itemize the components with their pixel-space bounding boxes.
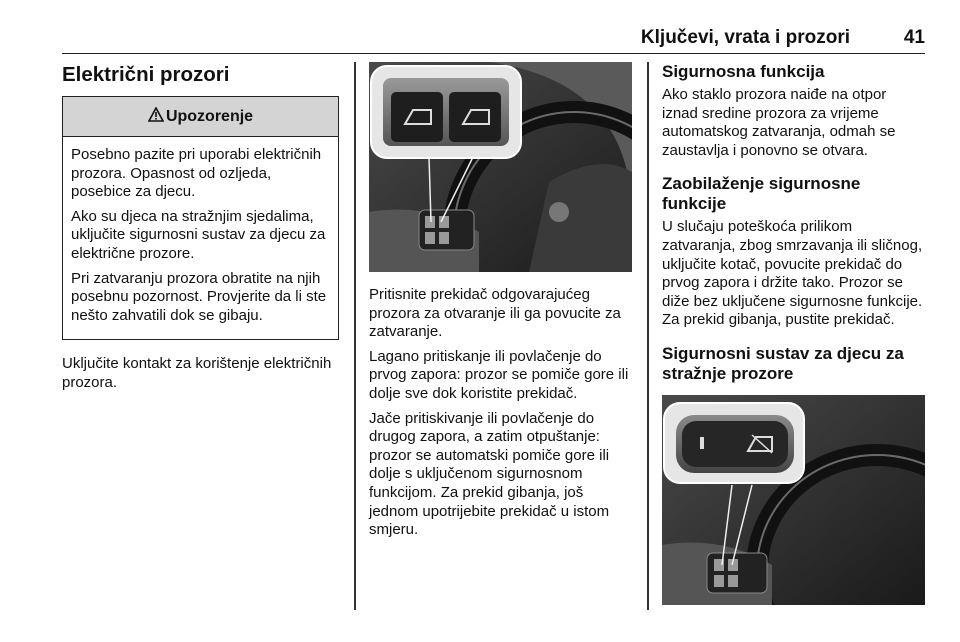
body-text: Ako staklo prozora naiđe na otpor iznad sredine prozora za vrijeme automatskog zatvaranja, odmah se zaustavlja i ponovno se otvara. bbox=[662, 86, 896, 159]
warning-paragraph: Ako su djeca na stražnjim sjedalima, uključite sigurnosni sustav za djecu za električne prozore. bbox=[71, 207, 326, 262]
warning-header bbox=[63, 97, 338, 137]
column-left bbox=[62, 62, 340, 399]
warning-body bbox=[63, 137, 338, 339]
page-number: 41 bbox=[903, 27, 925, 48]
column-right bbox=[662, 62, 925, 605]
warning-paragraph: Posebno pazite pri uporabi električnih prozora. Opasnost od ozljeda, posebice za djecu. bbox=[71, 146, 322, 201]
body-text: U slučaju poteškoća prilikom zatvaranja, zbog smrzavanja ili sličnog, uključite kotač, povucite prekidač do prvog zapora i držite tako. Prozor se diže bez uključene sigurnosne funkcije. Za prekid gibanja, pustite prekidač. bbox=[662, 218, 923, 329]
child-lock-switch-photo bbox=[662, 395, 925, 605]
window-switch-photo bbox=[369, 62, 632, 272]
column-middle bbox=[369, 62, 632, 546]
warning-title: Upozorenje bbox=[165, 107, 254, 125]
column-divider bbox=[647, 62, 649, 610]
body-text: Jače pritiskivanje ili povlačenje do drugog zapora, a zatim otpuštanje: prozor se automatski pomiče gore ili dolje s uključenom sigurnosnom funkcijom. Za prekid gibanja, još jednom upotrijebite prekidač u istom smjeru. bbox=[369, 409, 610, 539]
instructions bbox=[369, 286, 632, 540]
warning-paragraph: Pri zatvaranju prozora obratite na njih posebnu pozornost. Provjerite da li ste nešto zahvatili dok se gibaju. bbox=[71, 269, 327, 324]
warning-triangle-icon bbox=[148, 107, 164, 127]
chapter-title: Ključevi, vrata i prozori bbox=[640, 27, 850, 48]
column-divider bbox=[354, 62, 356, 610]
body-text: Pritisnite prekidač odgovarajućeg prozora za otvaranje ili ga povucite za zatvaranje. bbox=[369, 286, 621, 341]
subheading-child-lock: Sigurnosni sustav za djecu za stražnje prozore bbox=[662, 343, 904, 383]
body-text: Lagano pritiskanje ili povlačenje do prvog zapora: prozor se pomiče gore ili dolje sve dok koristite prekidač. bbox=[369, 347, 629, 402]
section-title: Električni prozori bbox=[62, 63, 230, 86]
subheading-override: Zaobilaženje sigurnosne funkcije bbox=[662, 174, 861, 214]
page-header bbox=[62, 27, 925, 54]
warning-box bbox=[62, 96, 339, 340]
body-text: Uključite kontakt za korištenje električnih prozora. bbox=[62, 355, 332, 391]
subheading-safety: Sigurnosna funkcija bbox=[662, 62, 825, 81]
